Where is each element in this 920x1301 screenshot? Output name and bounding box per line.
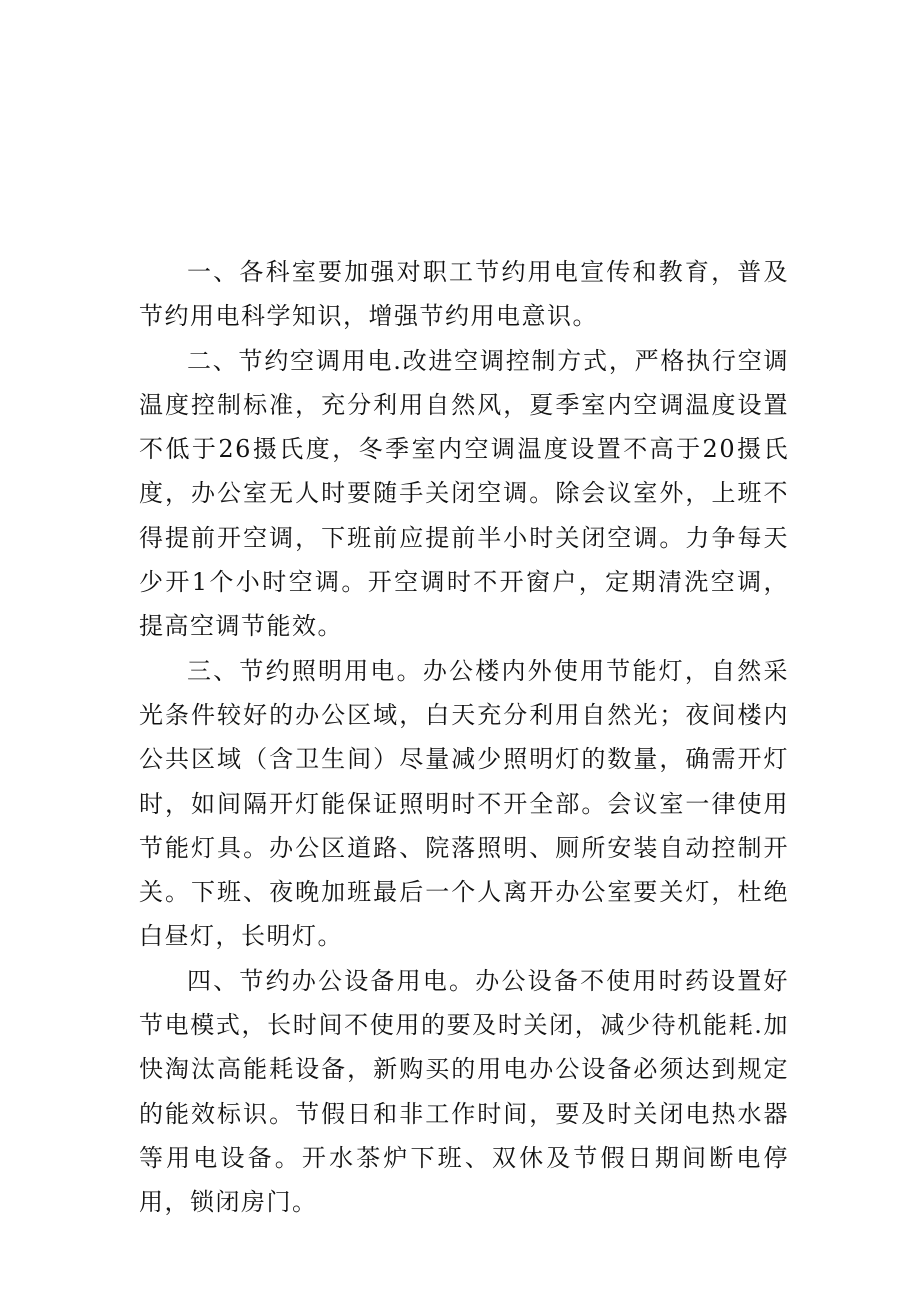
paragraph-1: 一、各科室要加强对职工节约用电宣传和教育，普及节约用电科学知识，增强节约用电意识。: [139, 258, 789, 331]
paragraph-4: 四、节约办公设备用电。办公设备不使用时药设置好节电模式，长时间不使用的要及时关闭，减少待机能耗.加快淘汰高能耗设备，新购买的用电办公设备必须达到规定的能效标识。节假日和非工作时间，要及时关闭电热水器等用电设备。开水茶炉下班、双休及节假日期间断电停用，锁闭房门。: [139, 966, 789, 1217]
paragraph-3: 三、节约照明用电。办公楼内外使用节能灯，自然采光条件较好的办公区域，白天充分利用自然光；夜间楼内公共区域（含卫生间）尽量减少照明灯的数量，确需开灯时，如间隔开灯能保证照明时不开全部。会议室一律使用节能灯具。办公区道路、院落照明、厕所安装自动控制开关。下班、夜晚加班最后一个人离开办公室要关灯，杜绝白昼灯，长明灯。: [139, 656, 789, 951]
paragraph-2: 二、节约空调用电.改进空调控制方式，严格执行空调温度控制标准，充分利用自然风，夏季室内空调温度设置不低于26摄氏度，冬季室内空调温度设置不高于20摄氏度，办公室无人时要随手关闭空调。除会议室外，上班不得提前开空调，下班前应提前半小时关闭空调。力争每天少开1个小时空调。开空调时不开窗户，定期清洗空调，提高空调节能效。: [139, 346, 789, 641]
document-body: [139, 250, 789, 1225]
